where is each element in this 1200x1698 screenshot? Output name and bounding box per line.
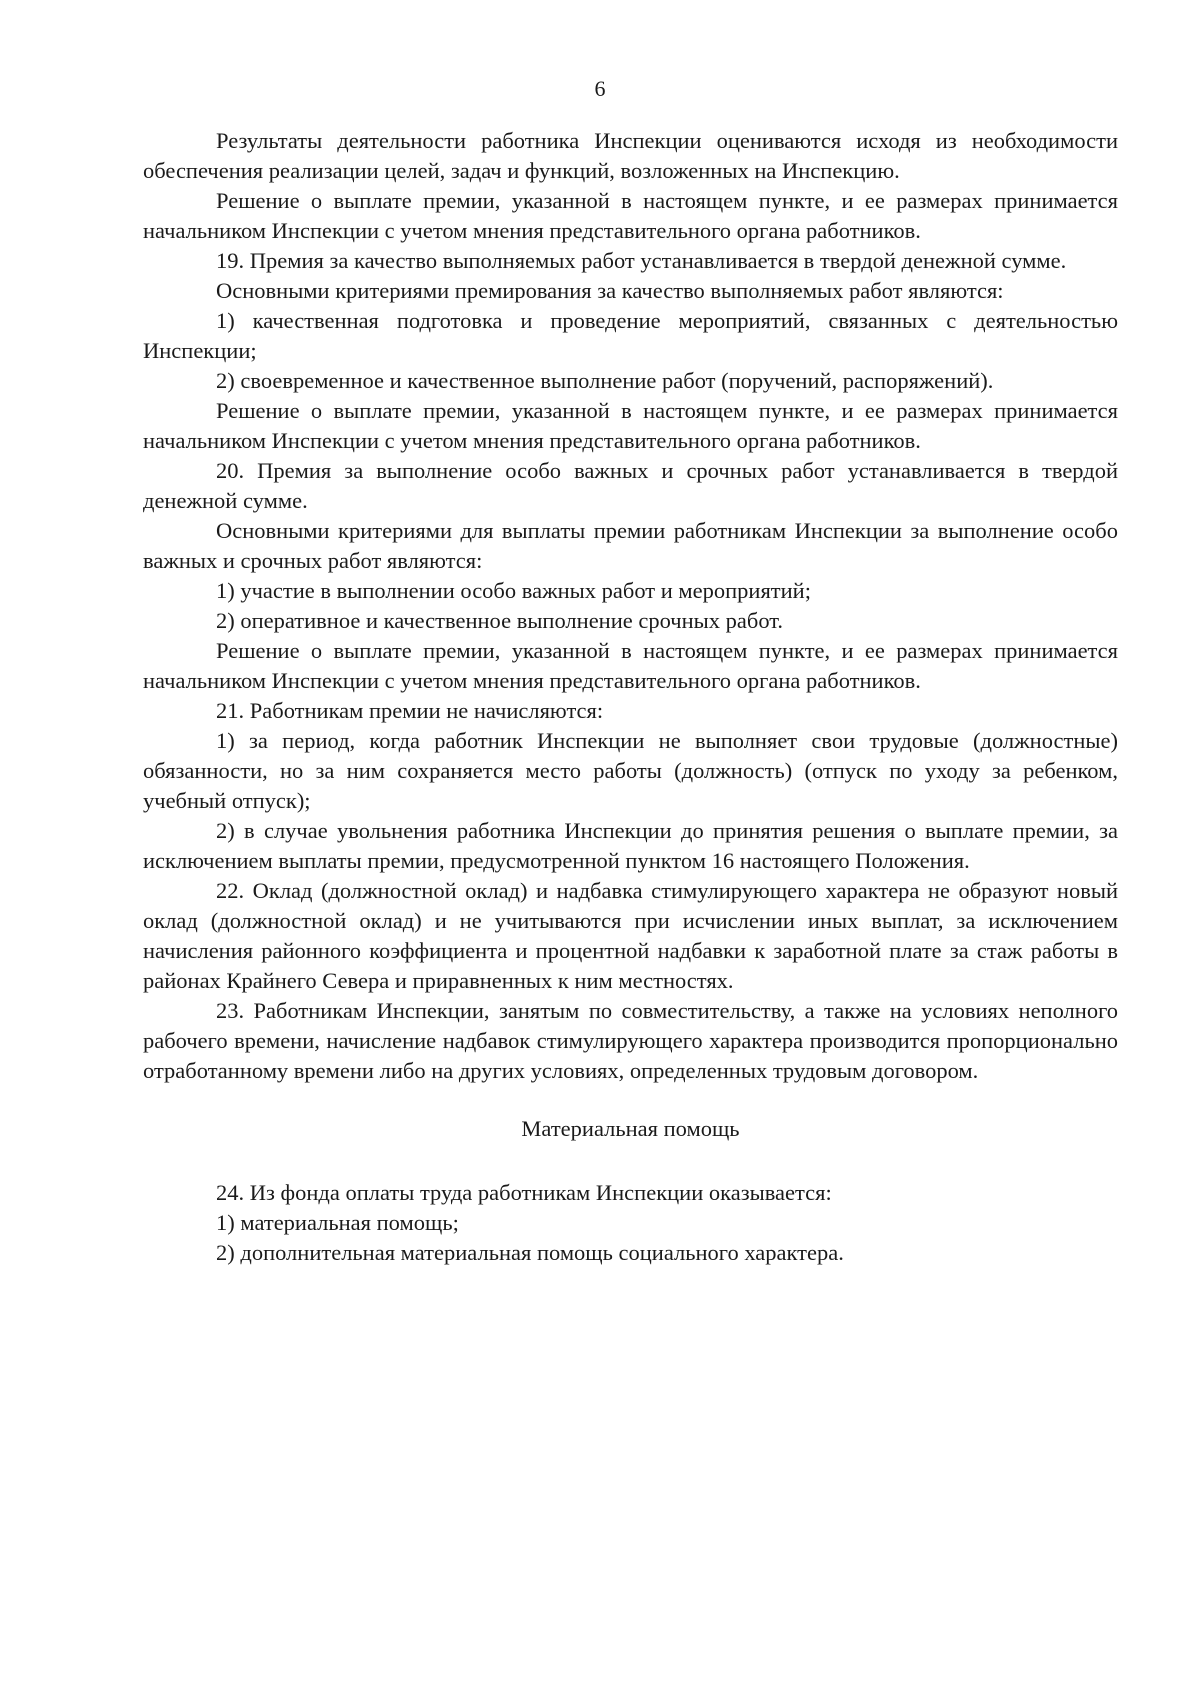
- paragraph: 2) дополнительная материальная помощь социального характера.: [216, 1240, 844, 1265]
- paragraph: 2) своевременное и качественное выполнение работ (поручений, распоряжений).: [216, 368, 994, 393]
- paragraph: 23. Работникам Инспекции, занятым по совместительству, а также на условиях неполного рабочего времени, начисление надбавок стимулирующего характера производится пропорционально отработанному времени либо на других условиях, определенных трудовым договором.: [143, 998, 1118, 1083]
- paragraph: 1) участие в выполнении особо важных работ и мероприятий;: [216, 578, 811, 603]
- paragraph: 24. Из фонда оплаты труда работникам Инспекции оказывается:: [216, 1180, 832, 1205]
- paragraph: 20. Премия за выполнение особо важных и срочных работ устанавливается в твердой денежной сумме.: [143, 458, 1118, 513]
- paragraph: 1) за период, когда работник Инспекции не выполняет свои трудовые (должностные) обязанности, но за ним сохраняется место работы (должность) (отпуск по уходу за ребенком, учебный отпуск);: [143, 728, 1118, 813]
- document-body: [143, 126, 1118, 1268]
- paragraph: 22. Оклад (должностной оклад) и надбавка стимулирующего характера не образуют новый оклад (должностной оклад) и не учитываются при исчислении иных выплат, за исключением начисления районного коэффициента и процентной надбавки к заработной плате за стаж работы в районах Крайнего Севера и приравненных к ним местностях.: [143, 878, 1118, 993]
- paragraph: 2) в случае увольнения работника Инспекции до принятия решения о выплате премии, за исключением выплаты премии, предусмотренной пунктом 16 настоящего Положения.: [143, 818, 1118, 873]
- paragraph: 1) качественная подготовка и проведение мероприятий, связанных с деятельностью Инспекции;: [143, 308, 1118, 363]
- paragraph: Решение о выплате премии, указанной в настоящем пункте, и ее размерах принимается начальником Инспекции с учетом мнения представительного органа работников.: [143, 638, 1118, 693]
- paragraph: 21. Работникам премии не начисляются:: [216, 698, 604, 723]
- paragraph: 19. Премия за качество выполняемых работ устанавливается в твердой денежной сумме.: [216, 248, 1067, 273]
- paragraph: Результаты деятельности работника Инспекции оцениваются исходя из необходимости обеспечения реализации целей, задач и функций, возложенных на Инспекцию.: [143, 128, 1118, 183]
- paragraph: Решение о выплате премии, указанной в настоящем пункте, и ее размерах принимается начальником Инспекции с учетом мнения представительного органа работников.: [143, 398, 1118, 453]
- page-number: 6: [594, 76, 606, 101]
- paragraph: Основными критериями премирования за качество выполняемых работ являются:: [216, 278, 1004, 303]
- paragraph: 1) материальная помощь;: [216, 1210, 459, 1235]
- paragraph: 2) оперативное и качественное выполнение срочных работ.: [216, 608, 784, 633]
- section-heading: Материальная помощь: [521, 1116, 740, 1141]
- paragraph: Решение о выплате премии, указанной в настоящем пункте, и ее размерах принимается начальником Инспекции с учетом мнения представительного органа работников.: [143, 188, 1118, 243]
- paragraph: Основными критериями для выплаты премии работникам Инспекции за выполнение особо важных и срочных работ являются:: [143, 518, 1118, 573]
